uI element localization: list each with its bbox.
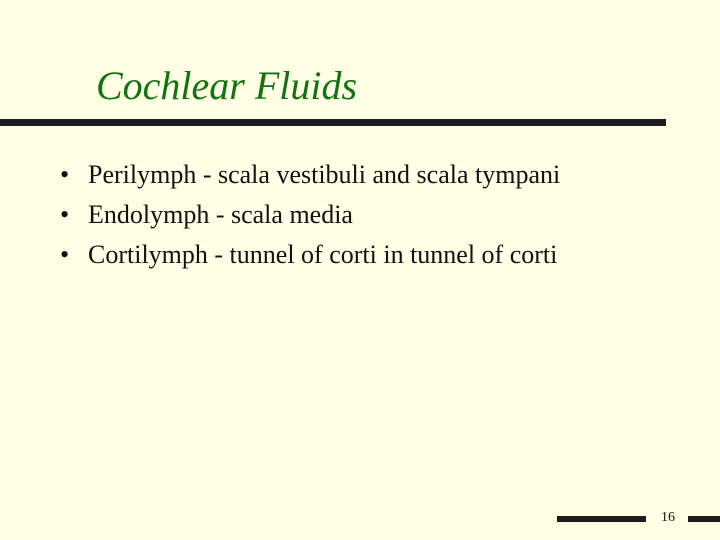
page-number: 16 (661, 510, 675, 525)
bullet-list (60, 157, 620, 277)
slide-title: Cochlear Fluids (96, 63, 358, 108)
bullet-icon: • (60, 160, 70, 189)
bullet-item (60, 237, 620, 273)
bullet-text: Perilymph - scala vestibuli and scala tympani (88, 160, 561, 189)
bullet-icon: • (60, 240, 70, 269)
title-divider (0, 119, 666, 126)
footer-divider-right (688, 516, 720, 522)
bullet-text: Cortilymph - tunnel of corti in tunnel of corti (88, 240, 558, 269)
bullet-item (60, 157, 620, 193)
footer-divider-left (557, 516, 646, 522)
bullet-icon: • (60, 200, 70, 229)
bullet-item (60, 197, 620, 233)
bullet-text: Endolymph - scala media (88, 200, 353, 229)
